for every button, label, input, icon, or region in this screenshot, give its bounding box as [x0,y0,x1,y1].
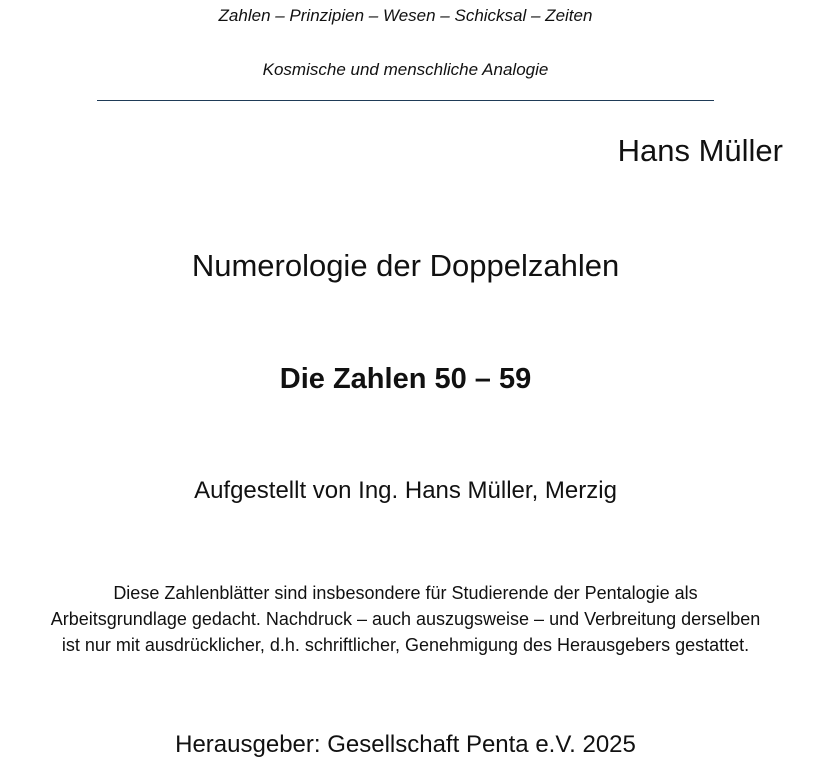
notice-line: Diese Zahlenblätter sind insbesondere für Studierende der Pentalogie als [113,583,698,603]
author-name: Hans Müller [617,133,783,168]
notice-line: Arbeitsgrundlage gedacht. Nachdruck – auch auszugsweise – und Verbreitung derselben [50,609,761,629]
numbers-heading: Die Zahlen 50 – 59 [279,363,532,395]
header-tagline: Zahlen – Prinzipien – Wesen – Schicksal – Zeiten [218,6,593,25]
document-title: Numerologie der Doppelzahlen [191,248,620,283]
notice-line: ist nur mit ausdrücklicher, d.h. schriftlicher, Genehmigung des Herausgebers gestattet. [61,635,750,655]
header-divider [97,100,714,101]
copyright-notice [0,580,811,658]
publisher-line: Herausgeber: Gesellschaft Penta e.V. 2025 [175,731,636,758]
compiled-by-line: Aufgestellt von Ing. Hans Müller, Merzig [194,477,617,504]
header-subtitle: Kosmische und menschliche Analogie [262,60,549,79]
